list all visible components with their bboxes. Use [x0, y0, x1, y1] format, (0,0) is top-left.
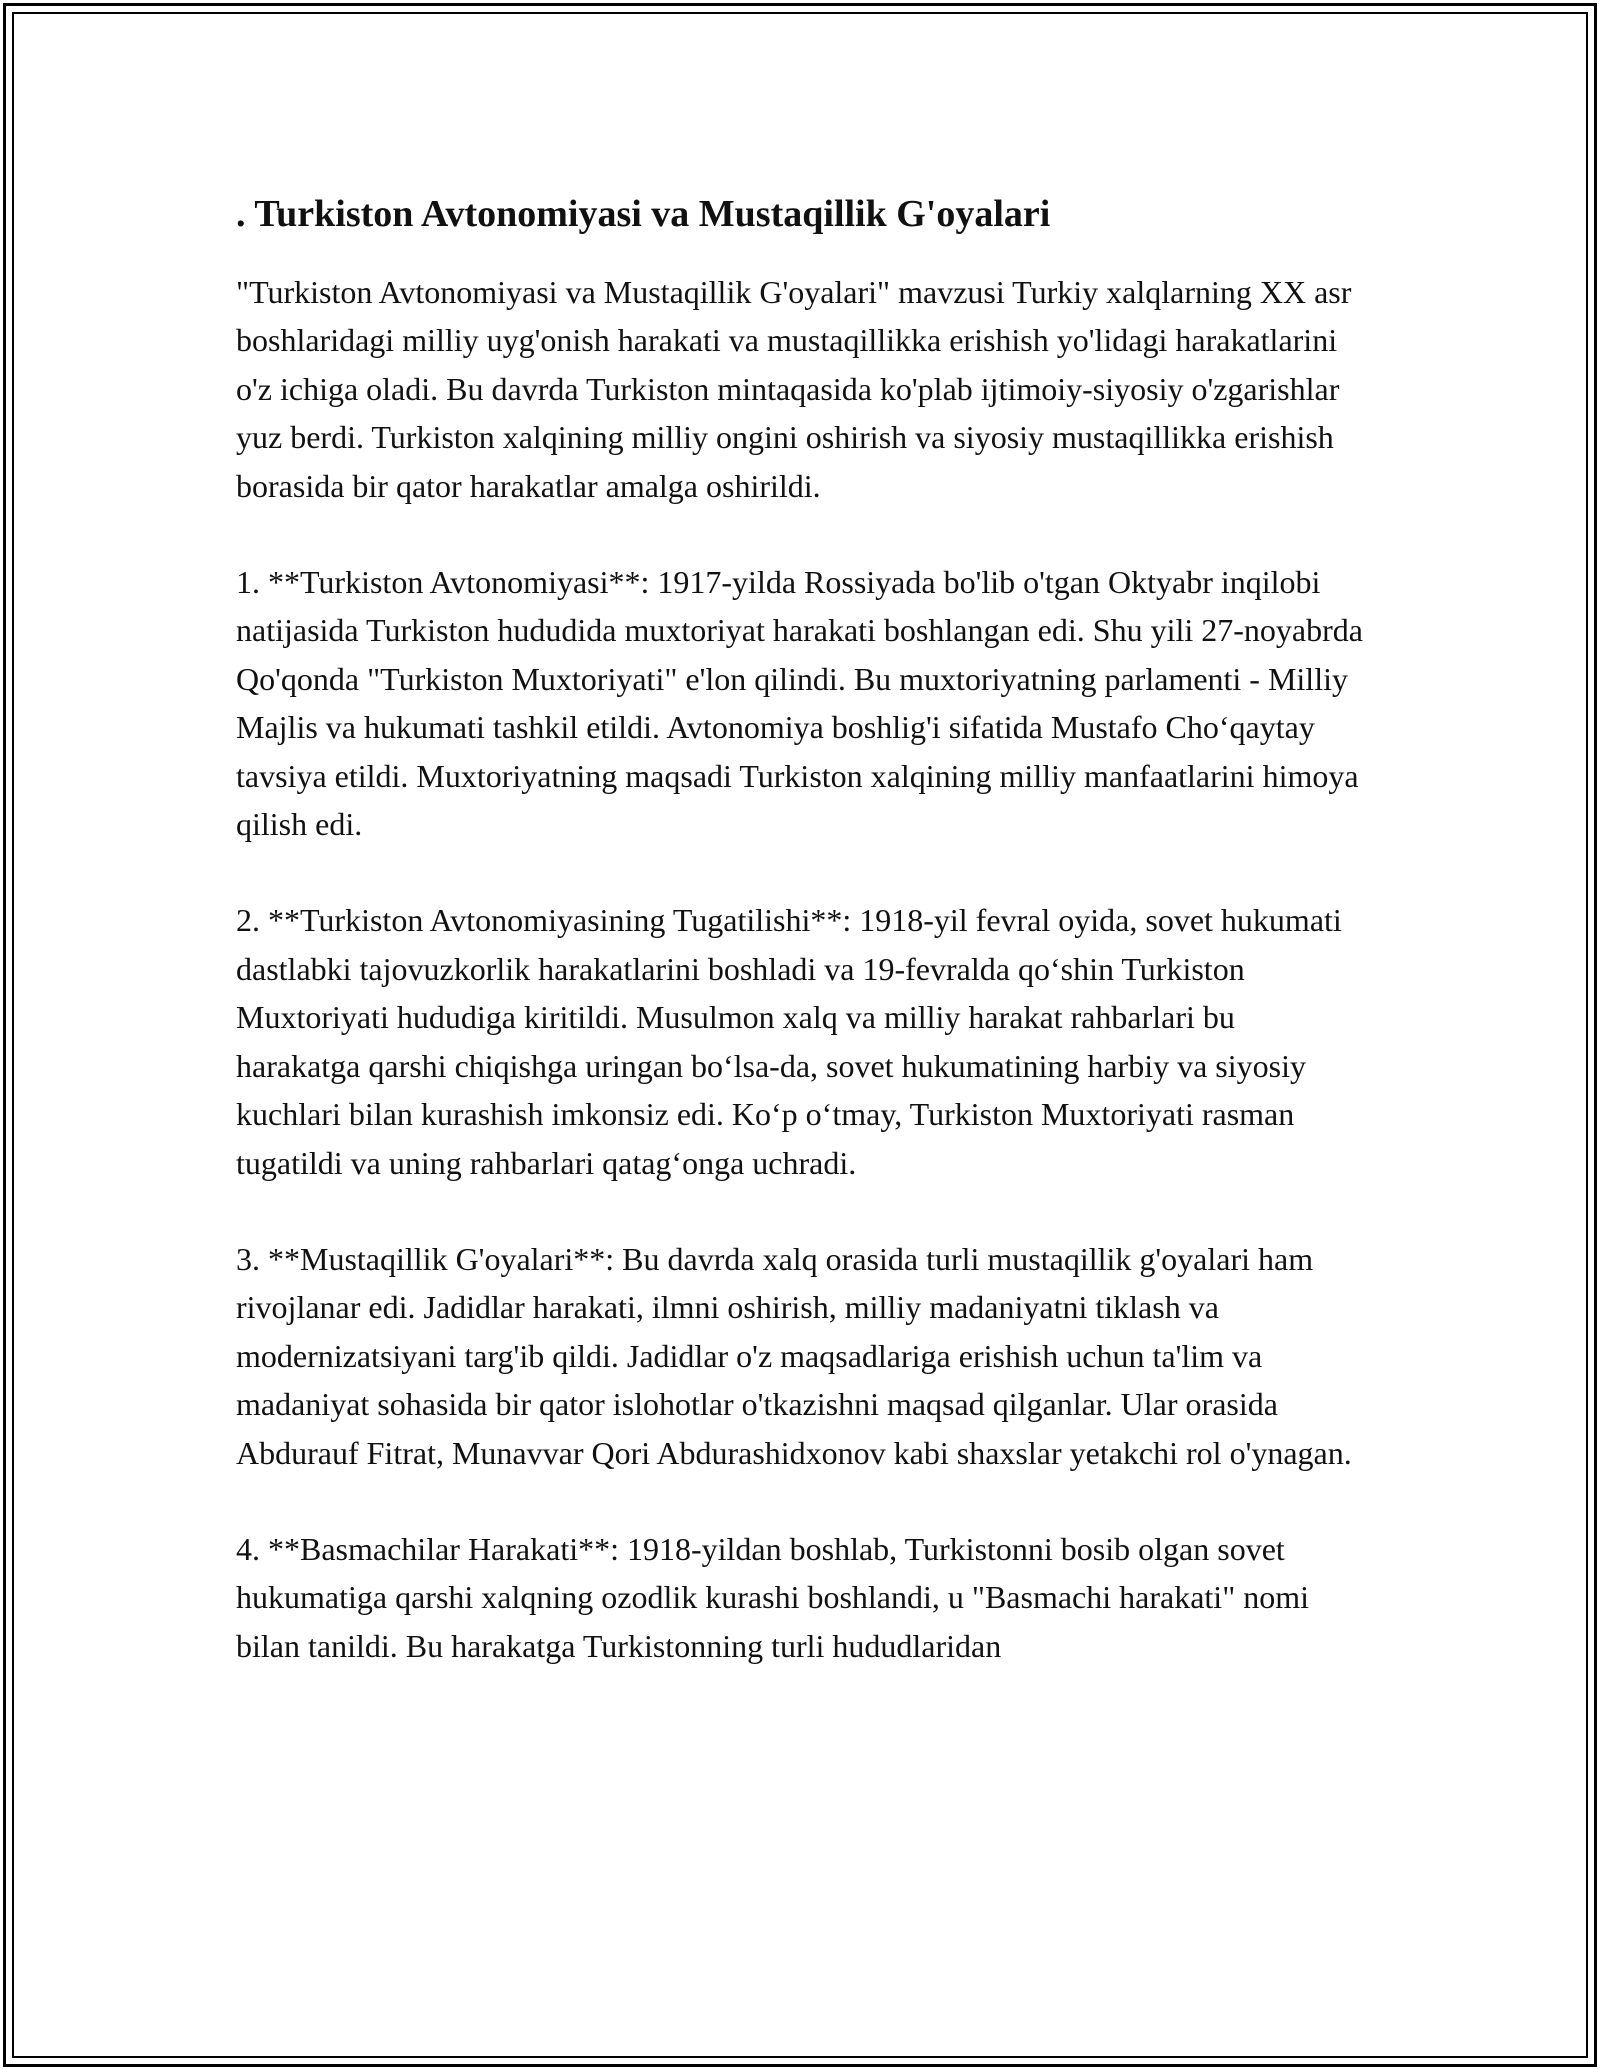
section-4-paragraph: 4. **Basmachilar Harakati**: 1918-yildan boshlab, Turkistonni bosib olgan sovet hukumatiga qarshi xalqning ozodlik kurashi boshlandi, u "Basmachi harakati" nomi bilan tanildi. Bu harakatga Turkistonning turli hududlaridan — [236, 1530, 1310, 1664]
intro-paragraph: "Turkiston Avtonomiyasi va Mustaqillik G'oyalari" mavzusi Turkiy xalqlarning XX asr boshlaridagi milliy uyg'onish harakati va mustaqillikka erishish yo'lidagi harakatlarini o'z ichiga oladi. Bu davrda Turkiston mintaqasida ko'plab ijtimoiy-siyosiy o'zgarishlar yuz berdi. Turkiston xalqining milliy ongini oshirish va siyosiy mustaqillikka erishish borasida bir qator harakatlar amalga oshirildi. — [236, 274, 1352, 504]
document-body — [236, 190, 1366, 1718]
section-3-paragraph: 3. **Mustaqillik G'oyalari**: Bu davrda xalq orasida turli mustaqillik g'oyalari ham rivojlanar edi. Jadidlar harakati, ilmni oshirish, milliy madaniyatni tiklash va modernizatsiyani targ'ib qildi. Jadidlar o'z maqsadlariga erishish uchun ta'lim va madaniyat sohasida bir qator islohotlar o'tkazishni maqsad qilganlar. Ular orasida Abdurauf Fitrat, Munavvar Qori Abdurashidxonov kabi shaxslar yetakchi rol o'ynagan. — [236, 1240, 1352, 1471]
section-2-paragraph: 2. **Turkiston Avtonomiyasining Tugatilishi**: 1918-yil fevral oyida, sovet hukumati dastlabki tajovuzkorlik harakatlarini boshladi va 19-fevralda qo‘shin Turkiston Muxtoriyati hududiga kiritildi. Musulmon xalq va milliy harakat rahbarlari bu harakatga qarshi chiqishga uringan bo‘lsa-da, sovet hukumatining harbiy va siyosiy kuchlari bilan kurashish imkonsiz edi. Ko‘p o‘tmay, Turkiston Muxtoriyati rasman tugatildi va uning rahbarlari qatag‘onga uchradi. — [236, 902, 1342, 1181]
section-1-paragraph: 1. **Turkiston Avtonomiyasi**: 1917-yilda Rossiyada bo'lib o'tgan Oktyabr inqilobi natijasida Turkiston hududida muxtoriyat harakati boshlangan edi. Shu yili 27-noyabrda Qo'qonda "Turkiston Muxtoriyati" e'lon qilindi. Bu muxtoriyatning parlamenti - Milliy Majlis va hukumati tashkil etildi. Avtonomiya boshlig'i sifatida Mustafo Cho‘qaytay tavsiya etildi. Muxtoriyatning maqsadi Turkiston xalqining milliy manfaatlarini himoya qilish edi. — [236, 564, 1363, 843]
document-title: . Turkiston Avtonomiyasi va Mustaqillik G'oyalari — [236, 193, 1051, 235]
